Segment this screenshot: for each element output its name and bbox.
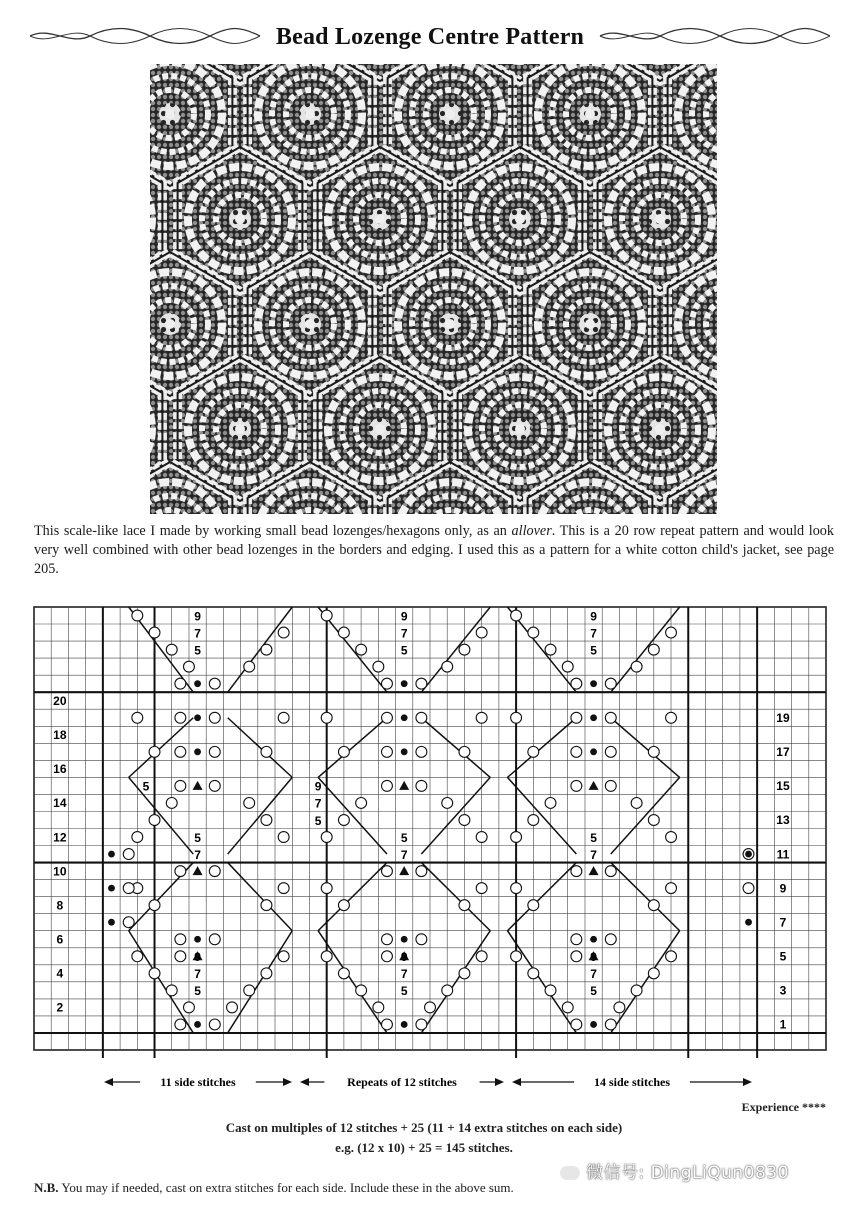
yarn-over-icon <box>528 900 539 911</box>
yarn-over-icon <box>528 815 539 826</box>
stitch-count: 7 <box>590 626 597 641</box>
yarn-over-icon <box>666 883 677 894</box>
arrow-left-icon <box>104 1078 113 1086</box>
yarn-over-icon <box>571 746 582 757</box>
stitch-count: 5 <box>590 830 597 845</box>
row-number-left: 4 <box>56 966 64 981</box>
bead-dot-icon <box>194 936 201 943</box>
stitch-count: 5 <box>194 984 201 999</box>
yarn-over-icon <box>382 934 393 945</box>
bead-dot-icon <box>590 748 597 755</box>
yarn-over-icon <box>459 746 470 757</box>
yarn-over-icon <box>261 968 272 979</box>
stitch-count: 7 <box>590 847 597 862</box>
cast-on-line2: e.g. (12 x 10) + 25 = 145 stitches. <box>335 1140 513 1155</box>
yarn-over-icon <box>511 610 522 621</box>
bead-dot-icon <box>745 919 752 926</box>
yarn-over-icon <box>209 712 220 723</box>
row-number-left: 16 <box>53 762 67 777</box>
row-number-right: 19 <box>776 711 790 726</box>
yarn-over-icon <box>648 746 659 757</box>
arrow-right-icon <box>495 1078 504 1086</box>
yarn-over-icon <box>476 951 487 962</box>
yarn-over-icon <box>175 1019 186 1030</box>
yarn-over-icon <box>175 746 186 757</box>
bead-dot-icon <box>401 680 408 687</box>
yarn-over-icon <box>425 1002 436 1013</box>
yarn-over-icon <box>175 866 186 877</box>
row-number-right: 17 <box>776 745 790 760</box>
yarn-over-icon <box>261 900 272 911</box>
yarn-over-icon <box>648 968 659 979</box>
yarn-over-icon <box>321 610 332 621</box>
yarn-over-icon <box>321 951 332 962</box>
yarn-over-icon <box>209 866 220 877</box>
bead-dot-icon <box>194 680 201 687</box>
row-number-left: 18 <box>53 728 67 743</box>
wechat-icon <box>560 1166 580 1180</box>
stitch-count: 7 <box>590 967 597 982</box>
stitch-count: 7 <box>194 626 201 641</box>
yarn-over-icon <box>373 1002 384 1013</box>
yarn-over-icon <box>166 797 177 808</box>
yarn-over-icon <box>416 712 427 723</box>
stitch-count: 7 <box>194 967 201 982</box>
arrow-left-icon <box>300 1078 309 1086</box>
yarn-over-icon <box>175 951 186 962</box>
stitch-count: 9 <box>590 950 597 965</box>
yarn-over-icon <box>321 712 332 723</box>
yarn-over-icon <box>476 627 487 638</box>
stitch-count: 5 <box>142 779 150 794</box>
yarn-over-icon <box>511 951 522 962</box>
yarn-over-icon <box>244 797 255 808</box>
bead-dot-icon <box>108 851 115 858</box>
yarn-over-icon <box>571 866 582 877</box>
yarn-over-icon <box>244 661 255 672</box>
nb-note: N.B. You may if needed, cast on extra stitches for each side. Include these in the above sum. <box>34 1180 514 1195</box>
bead-dot-icon <box>590 936 597 943</box>
yarn-over-icon <box>209 678 220 689</box>
yarn-over-icon <box>476 832 487 843</box>
yarn-over-icon <box>321 883 332 894</box>
range-label-left: 11 side stitches <box>160 1075 236 1089</box>
stitch-count: 5 <box>590 643 597 658</box>
yarn-over-icon <box>648 644 659 655</box>
yarn-over-icon <box>382 780 393 791</box>
stitch-count: 7 <box>400 847 408 862</box>
yarn-over-icon <box>476 883 487 894</box>
yarn-over-icon <box>261 746 272 757</box>
yarn-over-icon <box>123 883 134 894</box>
yarn-over-icon <box>149 815 160 826</box>
stitch-count: 5 <box>194 830 201 845</box>
yarn-over-icon <box>528 746 539 757</box>
bead-dot-icon <box>194 1021 201 1028</box>
bead-dot-icon <box>590 1021 597 1028</box>
bead-dot-icon <box>745 851 752 858</box>
stitch-count: 9 <box>194 950 201 965</box>
yarn-over-icon <box>631 985 642 996</box>
yarn-over-icon <box>149 627 160 638</box>
yarn-over-icon <box>511 832 522 843</box>
yarn-over-icon <box>605 934 616 945</box>
yarn-over-icon <box>338 968 349 979</box>
page-title: Bead Lozenge Centre Pattern <box>30 24 830 51</box>
yarn-over-icon <box>605 712 616 723</box>
yarn-over-icon <box>132 832 143 843</box>
yarn-over-icon <box>666 627 677 638</box>
bead-dot-icon <box>401 748 408 755</box>
yarn-over-icon <box>382 866 393 877</box>
stitch-count: 5 <box>400 984 408 999</box>
yarn-over-icon <box>123 917 134 928</box>
yarn-over-icon <box>562 1002 573 1013</box>
bead-dot-icon <box>108 919 115 926</box>
yarn-over-icon <box>382 951 393 962</box>
row-number-right: 3 <box>779 983 787 998</box>
stitch-count: 7 <box>314 796 322 811</box>
yarn-over-icon <box>338 900 349 911</box>
row-number-right: 9 <box>779 881 787 896</box>
yarn-over-icon <box>373 661 384 672</box>
yarn-over-icon <box>545 985 556 996</box>
yarn-over-icon <box>321 832 332 843</box>
row-number-left: 20 <box>53 693 67 708</box>
yarn-over-icon <box>416 1019 427 1030</box>
yarn-over-icon <box>476 712 487 723</box>
yarn-over-icon <box>278 832 289 843</box>
yarn-over-icon <box>356 644 367 655</box>
yarn-over-icon <box>338 627 349 638</box>
yarn-over-icon <box>338 746 349 757</box>
yarn-over-icon <box>605 866 616 877</box>
stitch-count: 9 <box>194 609 201 624</box>
stitch-count: 7 <box>400 626 408 641</box>
row-number-right: 1 <box>779 1017 787 1032</box>
yarn-over-icon <box>338 815 349 826</box>
yarn-over-icon <box>459 815 470 826</box>
yarn-over-icon <box>743 883 754 894</box>
stitch-count: 5 <box>590 984 597 999</box>
stitch-count: 5 <box>314 813 322 828</box>
arrow-left-icon <box>512 1078 521 1086</box>
yarn-over-icon <box>562 661 573 672</box>
yarn-over-icon <box>545 644 556 655</box>
yarn-over-icon <box>605 1019 616 1030</box>
bead-dot-icon <box>401 714 408 721</box>
row-number-right: 11 <box>776 847 790 862</box>
yarn-over-icon <box>416 678 427 689</box>
bead-dot-icon <box>590 680 597 687</box>
cast-on-line1: Cast on multiples of 12 stitches + 25 (11 + 14 extra stitches on each side) <box>225 1120 623 1135</box>
yarn-over-icon <box>416 780 427 791</box>
yarn-over-icon <box>175 934 186 945</box>
stitch-count: 7 <box>194 847 201 862</box>
yarn-over-icon <box>278 627 289 638</box>
bead-dot-icon <box>590 714 597 721</box>
yarn-over-icon <box>459 900 470 911</box>
yarn-over-icon <box>209 780 220 791</box>
yarn-over-icon <box>123 849 134 860</box>
yarn-over-icon <box>278 712 289 723</box>
yarn-over-icon <box>132 951 143 962</box>
row-number-right: 13 <box>776 813 790 828</box>
yarn-over-icon <box>227 1002 238 1013</box>
stitch-count: 9 <box>400 950 408 965</box>
yarn-over-icon <box>648 815 659 826</box>
stitch-count: 9 <box>590 609 597 624</box>
stitch-count: 9 <box>314 779 322 794</box>
yarn-over-icon <box>631 797 642 808</box>
row-number-left: 6 <box>56 932 64 947</box>
row-number-left: 12 <box>53 830 67 845</box>
yarn-over-icon <box>459 968 470 979</box>
range-label-right: 14 side stitches <box>594 1075 670 1089</box>
yarn-over-icon <box>605 780 616 791</box>
yarn-over-icon <box>648 900 659 911</box>
yarn-over-icon <box>528 627 539 638</box>
yarn-over-icon <box>278 951 289 962</box>
row-number-right: 5 <box>779 949 787 964</box>
yarn-over-icon <box>382 746 393 757</box>
stitch-count: 5 <box>400 643 408 658</box>
yarn-over-icon <box>571 934 582 945</box>
arrow-right-icon <box>743 1078 752 1086</box>
yarn-over-icon <box>261 644 272 655</box>
yarn-over-icon <box>459 644 470 655</box>
stitch-count: 5 <box>400 830 408 845</box>
yarn-over-icon <box>132 610 143 621</box>
yarn-over-icon <box>571 1019 582 1030</box>
yarn-over-icon <box>184 661 195 672</box>
yarn-over-icon <box>132 712 143 723</box>
yarn-over-icon <box>209 746 220 757</box>
yarn-over-icon <box>666 951 677 962</box>
yarn-over-icon <box>605 746 616 757</box>
description: This scale-like lace I made by working small bead lozenges/hexagons only, as an allover. This is a 20 row repeat pattern and would look very well combined with other bead lozenges in the borders and edging. I used this as a pattern for a white cotton child's jacket, see page 205. <box>34 523 834 577</box>
watermark: 微信号: DingLiQun0830 <box>560 1158 789 1183</box>
yarn-over-icon <box>528 968 539 979</box>
yarn-over-icon <box>149 746 160 757</box>
yarn-over-icon <box>416 934 427 945</box>
yarn-over-icon <box>278 883 289 894</box>
yarn-over-icon <box>209 1019 220 1030</box>
yarn-over-icon <box>149 968 160 979</box>
stitch-count: 7 <box>400 967 408 982</box>
bead-dot-icon <box>401 936 408 943</box>
yarn-over-icon <box>631 661 642 672</box>
yarn-over-icon <box>382 678 393 689</box>
yarn-over-icon <box>209 934 220 945</box>
row-number-left: 2 <box>56 1000 64 1015</box>
bead-dot-icon <box>108 885 115 892</box>
yarn-over-icon <box>605 678 616 689</box>
stitch-count: 9 <box>400 609 408 624</box>
yarn-over-icon <box>166 985 177 996</box>
row-number-left: 8 <box>56 898 64 913</box>
row-number-right: 15 <box>776 779 790 794</box>
yarn-over-icon <box>166 644 177 655</box>
yarn-over-icon <box>511 712 522 723</box>
row-number-right: 7 <box>779 915 787 930</box>
yarn-over-icon <box>261 815 272 826</box>
yarn-over-icon <box>614 1002 625 1013</box>
yarn-over-icon <box>442 661 453 672</box>
yarn-over-icon <box>244 985 255 996</box>
yarn-over-icon <box>382 1019 393 1030</box>
bead-dot-icon <box>401 1021 408 1028</box>
bead-dot-icon <box>194 714 201 721</box>
yarn-over-icon <box>184 1002 195 1013</box>
range-label-repeat: Repeats of 12 stitches <box>347 1075 457 1089</box>
yarn-over-icon <box>666 832 677 843</box>
yarn-over-icon <box>571 678 582 689</box>
yarn-over-icon <box>511 883 522 894</box>
yarn-over-icon <box>666 712 677 723</box>
row-number-left: 10 <box>53 864 67 879</box>
yarn-over-icon <box>571 712 582 723</box>
yarn-over-icon <box>442 985 453 996</box>
yarn-over-icon <box>356 985 367 996</box>
stitch-count: 5 <box>194 643 201 658</box>
yarn-over-icon <box>442 797 453 808</box>
experience-label: Experience **** <box>741 1100 826 1114</box>
yarn-over-icon <box>356 797 367 808</box>
yarn-over-icon <box>571 780 582 791</box>
yarn-over-icon <box>416 866 427 877</box>
yarn-over-icon <box>545 797 556 808</box>
yarn-over-icon <box>175 712 186 723</box>
yarn-over-icon <box>382 712 393 723</box>
yarn-over-icon <box>416 746 427 757</box>
bead-dot-icon <box>194 748 201 755</box>
yarn-over-icon <box>149 900 160 911</box>
yarn-over-icon <box>175 780 186 791</box>
yarn-over-icon <box>571 951 582 962</box>
arrow-right-icon <box>283 1078 292 1086</box>
yarn-over-icon <box>175 678 186 689</box>
row-number-left: 14 <box>53 796 67 811</box>
